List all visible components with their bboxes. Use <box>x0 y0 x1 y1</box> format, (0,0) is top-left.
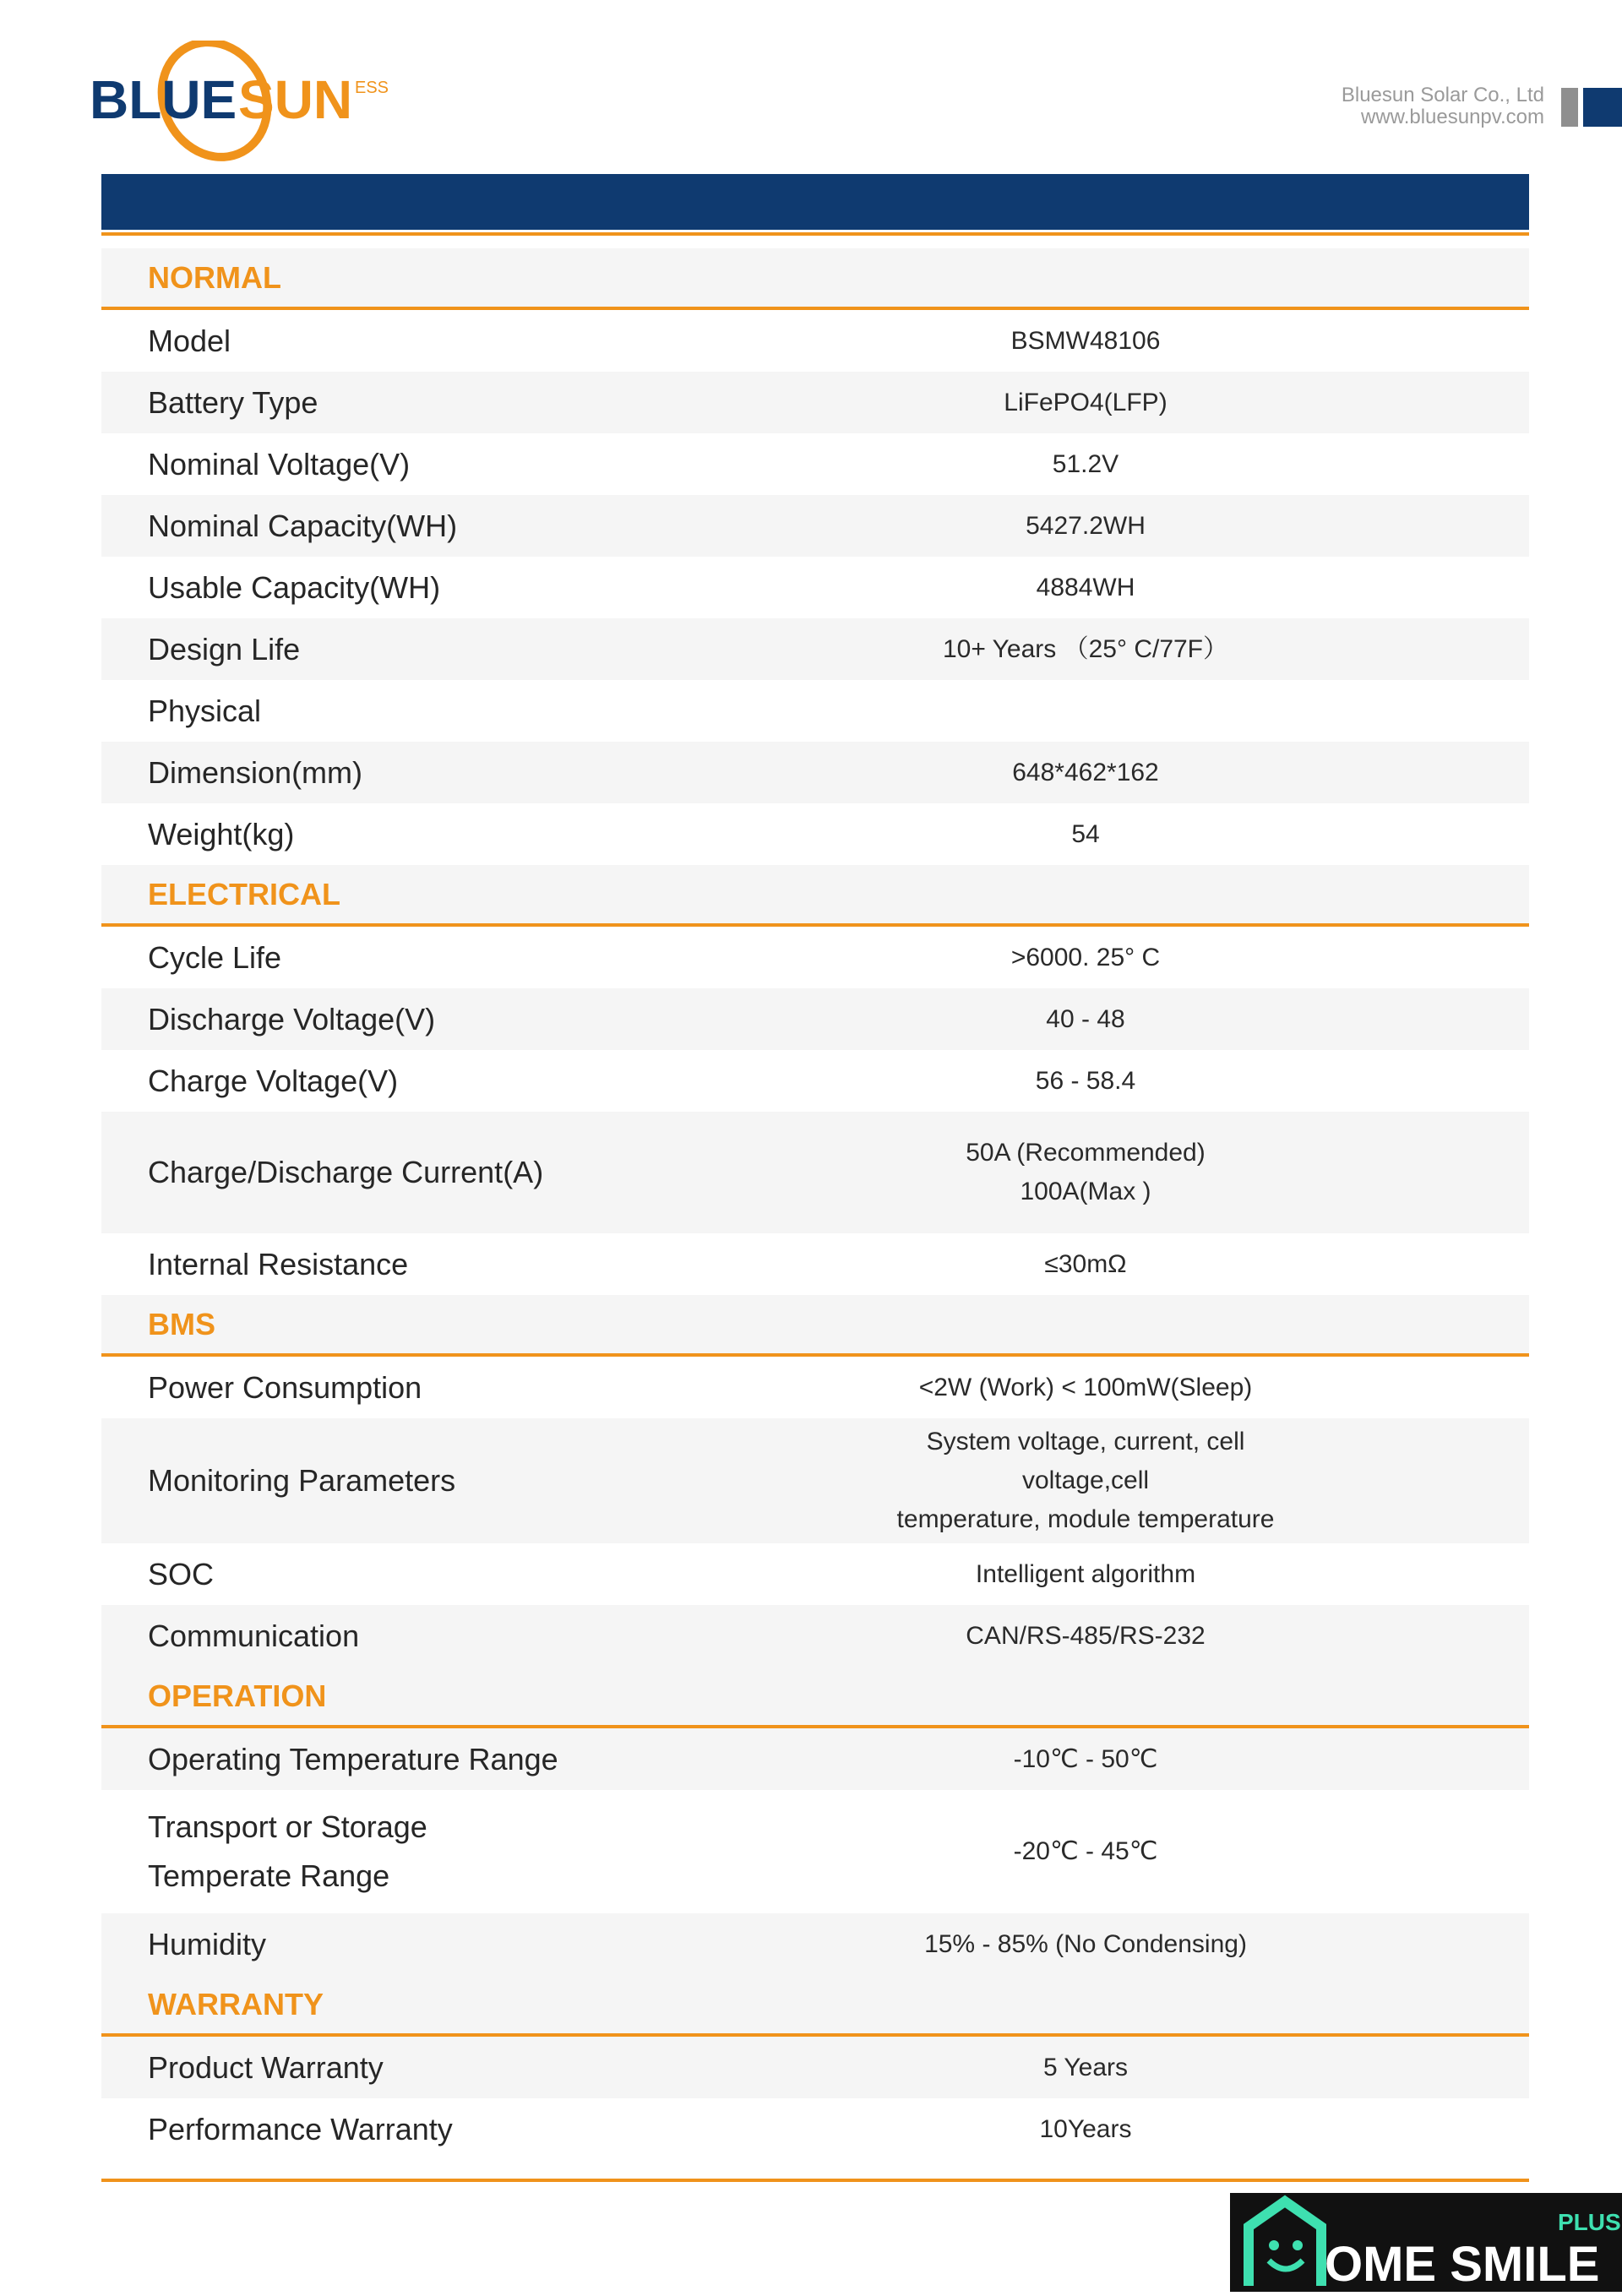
header-decor-grey <box>1561 88 1578 127</box>
spec-value: 4884WH <box>1036 573 1135 601</box>
spec-label: Model <box>148 323 231 358</box>
spec-row <box>101 1050 1529 1112</box>
spec-label: Charge/Discharge Current(A) <box>148 1155 544 1189</box>
spec-value: 10+ Years （25° C/77F） <box>942 634 1229 663</box>
spec-row <box>101 618 1529 680</box>
spec-label: Nominal Capacity(WH) <box>148 508 458 543</box>
spec-value: 51.2V <box>1052 449 1119 478</box>
section-title: BMS <box>148 1306 215 1341</box>
spec-label: Communication <box>148 1618 360 1653</box>
spec-row <box>101 495 1529 557</box>
spec-value: 56 - 58.4 <box>1035 1066 1136 1095</box>
company-name: Bluesun Solar Co., Ltd <box>1341 84 1544 106</box>
spec-label: Operating Temperature Range <box>148 1741 558 1776</box>
badge-plus: PLUS <box>1558 2209 1621 2235</box>
spec-row <box>101 2037 1529 2098</box>
spec-value: 50A (Recommended) 100A(Max ) <box>966 1139 1206 1205</box>
spec-value: 40 - 48 <box>1046 1004 1125 1033</box>
spec-row <box>101 1728 1529 1790</box>
section-title: ELECTRICAL <box>148 876 340 911</box>
spec-row <box>101 680 1529 742</box>
spec-value: Intelligent algorithm <box>975 1559 1196 1588</box>
house-smile-icon <box>1249 2201 1321 2286</box>
spec-row <box>101 372 1529 433</box>
spec-value: -10℃ - 50℃ <box>1013 1744 1158 1773</box>
bluesun-logo <box>88 41 409 167</box>
spec-label: Discharge Voltage(V) <box>148 1001 436 1036</box>
spec-value: 15% - 85% (No Condensing) <box>924 1929 1247 1958</box>
spec-label: Charge Voltage(V) <box>148 1063 399 1098</box>
spec-row <box>101 557 1529 618</box>
spec-row <box>101 310 1529 372</box>
spec-label: Power Consumption <box>148 1369 422 1405</box>
company-website: www.bluesunpv.com <box>1361 106 1544 128</box>
section-header <box>101 865 1529 927</box>
spec-value: 10Years <box>1039 2114 1132 2143</box>
spec-row <box>101 1605 1529 1667</box>
spec-value: ≤30mΩ <box>1044 1249 1127 1278</box>
spec-table <box>101 248 1529 2160</box>
spec-value: <2W (Work) < 100mW(Sleep) <box>918 1373 1253 1401</box>
spec-value: >6000. 25° C <box>1010 943 1161 971</box>
spec-label: Dimension(mm) <box>148 754 363 790</box>
section-header <box>101 1975 1529 2037</box>
section-header <box>101 248 1529 310</box>
spec-value: 5427.2WH <box>1026 511 1146 540</box>
spec-label: Physical <box>148 693 262 728</box>
spec-row <box>101 1112 1529 1233</box>
spec-label: Internal Resistance <box>148 1246 409 1281</box>
spec-label: Usable Capacity(WH) <box>148 569 441 605</box>
logo-superscript: ESS <box>355 79 389 97</box>
spec-row <box>101 1913 1529 1975</box>
section-title: NORMAL <box>148 259 281 295</box>
spec-label: Nominal Voltage(V) <box>148 446 411 482</box>
spec-value: LiFePO4(LFP) <box>1004 388 1168 416</box>
spec-row <box>101 988 1529 1050</box>
spec-row <box>101 1357 1529 1418</box>
spec-row <box>101 1543 1529 1605</box>
spec-label: Battery Type <box>148 384 318 420</box>
section-header <box>101 1667 1529 1728</box>
section-title: WARRANTY <box>148 1986 324 2021</box>
table-bottom-line <box>101 2179 1529 2182</box>
spec-row <box>101 742 1529 803</box>
header-decor-blue <box>1583 88 1622 127</box>
spec-value: BSMW48106 <box>1010 326 1161 355</box>
spec-row <box>101 1790 1529 1913</box>
spec-label: Humidity <box>148 1926 267 1961</box>
spec-label: Weight(kg) <box>148 816 295 851</box>
spec-value: 54 <box>1071 819 1100 848</box>
spec-value: 648*462*162 <box>1012 758 1159 786</box>
spec-label: Transport or Storage Temperate Range <box>148 1809 427 1893</box>
section-title: OPERATION <box>148 1678 327 1713</box>
company-info <box>1342 84 1544 128</box>
spec-value: System voltage, current, cell voltage,cell temperature, module temperature <box>896 1428 1275 1533</box>
badge-text: OME SMILE <box>1325 2237 1600 2292</box>
home-smile-badge <box>1230 2193 1622 2292</box>
spec-row <box>101 927 1529 988</box>
spec-row <box>101 433 1529 495</box>
spec-row <box>101 1233 1529 1295</box>
spec-title-bar <box>101 174 1529 230</box>
logo-text-orange: SUN <box>238 69 353 130</box>
section-header <box>101 1295 1529 1357</box>
spec-label: Product Warranty <box>148 2049 384 2085</box>
spec-row <box>101 2098 1529 2160</box>
spec-label: Cycle Life <box>148 939 282 975</box>
spec-row <box>101 803 1529 865</box>
logo-text-blue: BLUE <box>90 69 237 130</box>
spec-label: Design Life <box>148 631 301 666</box>
spec-label: Performance Warranty <box>148 2111 453 2146</box>
spec-value: CAN/RS-485/RS-232 <box>966 1621 1206 1650</box>
spec-value: 5 Years <box>1042 2053 1129 2081</box>
spec-label: Monitoring Parameters <box>148 1463 456 1498</box>
title-underline <box>101 232 1529 236</box>
spec-row <box>101 1418 1529 1543</box>
spec-value: -20℃ - 45℃ <box>1013 1837 1158 1865</box>
spec-label: SOC <box>148 1556 215 1591</box>
